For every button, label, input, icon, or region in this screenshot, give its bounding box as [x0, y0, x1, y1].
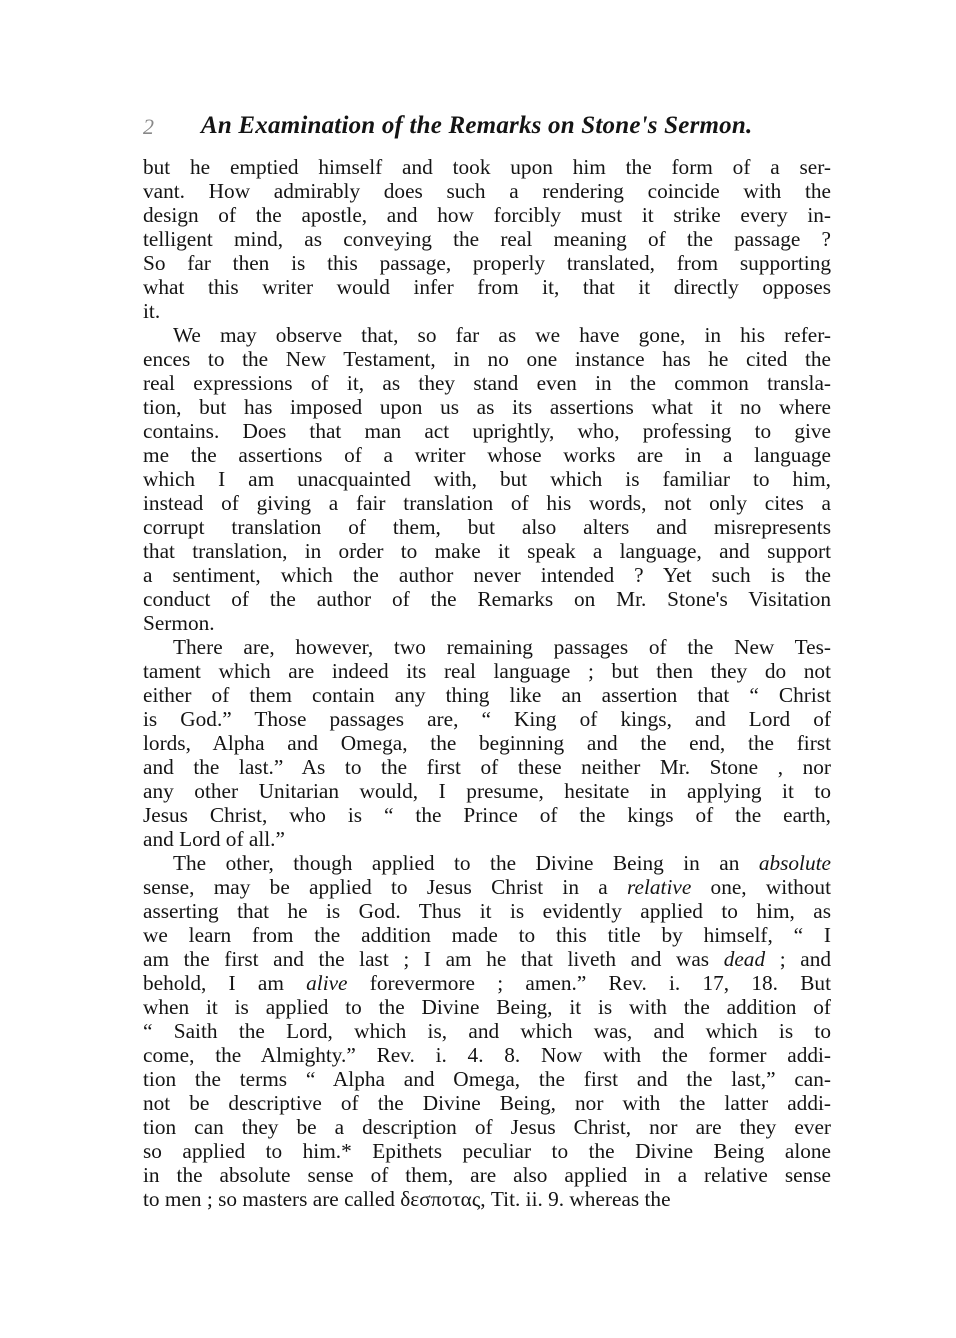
text-line: but he emptied himself and took upon him the form of a ser-: [143, 155, 831, 179]
text-line: any other Unitarian would, I presume, hesitate in applying it to: [143, 779, 831, 803]
text-line: is God.” Those passages are, “ King of kings, and Lord of: [143, 707, 831, 731]
italic-emphasis: alive: [306, 971, 348, 995]
paragraph: [143, 155, 831, 323]
text-line: and the last.” As to the first of these neither Mr. Stone , nor: [143, 755, 831, 779]
text-line: lords, Alpha and Omega, the beginning and the end, the first: [143, 731, 831, 755]
text-line: it.: [143, 299, 161, 323]
text-line: telligent mind, as conveying the real meaning of the passage ?: [143, 227, 831, 251]
text-line: vant. How admirably does such a rendering coincide with the: [143, 179, 831, 203]
italic-emphasis: dead: [723, 947, 766, 971]
text-line: to men ; so masters are called δεσποτας, Tit. ii. 9. whereas the: [143, 1187, 671, 1211]
paragraph: [143, 323, 831, 635]
text-line: in the absolute sense of them, are also applied in a relative sense: [143, 1163, 831, 1187]
text-line: The other, though applied to the Divine Being in an absolute: [173, 851, 831, 875]
text-line: Jesus Christ, who is “ the Prince of the kings of the earth,: [143, 803, 831, 827]
paragraph: [143, 851, 831, 1211]
text-line: me the assertions of a writer whose works are in a language: [143, 443, 831, 467]
running-title: An Examination of the Remarks on Stone's Sermon.: [201, 112, 753, 139]
text-line: come, the Almighty.” Rev. i. 4. 8. Now with the former addi-: [143, 1043, 831, 1067]
text-line: corrupt translation of them, but also alters and misrepresents: [143, 515, 831, 539]
text-line: that translation, in order to make it speak a language, and support: [143, 539, 831, 563]
text-line: contains. Does that man act uprightly, who, professing to give: [143, 419, 831, 443]
text-line: ences to the New Testament, in no one instance has he cited the: [143, 347, 831, 371]
page-number: 2: [143, 114, 154, 139]
text-line: Sermon.: [143, 611, 215, 635]
text-line: behold, I am alive forevermore ; amen.” Rev. i. 17, 18. But: [143, 971, 831, 995]
text-line: what this writer would infer from it, that it directly opposes: [143, 275, 831, 299]
text-line: tion, but has imposed upon us as its assertions what it no where: [143, 395, 831, 419]
text-line: tament which are indeed its real language ; but then they do not: [143, 659, 831, 683]
text-line: So far then is this passage, properly translated, from supporting: [143, 251, 831, 275]
text-line: We may observe that, so far as we have gone, in his refer-: [173, 323, 831, 347]
paragraph: [143, 635, 831, 851]
text-line: when it is applied to the Divine Being, it is with the addition of: [143, 995, 831, 1019]
text-line: we learn from the addition made to this title by himself, “ I: [143, 923, 831, 947]
text-line: sense, may be applied to Jesus Christ in a relative one, without: [143, 875, 831, 899]
text-line: not be descriptive of the Divine Being, nor with the latter addi-: [143, 1091, 831, 1115]
text-line: a sentiment, which the author never intended ? Yet such is the: [143, 563, 831, 587]
page-header: [143, 112, 843, 148]
text-line: “ Saith the Lord, which is, and which was, and which is to: [143, 1019, 831, 1043]
text-line: either of them contain any thing like an assertion that “ Christ: [143, 683, 831, 707]
text-line: tion the terms “ Alpha and Omega, the first and the last,” can-: [143, 1067, 831, 1091]
text-line: so applied to him.* Epithets peculiar to the Divine Being alone: [143, 1139, 831, 1163]
text-line: conduct of the author of the Remarks on Mr. Stone's Visitation: [143, 587, 831, 611]
text-line: instead of giving a fair translation of his words, not only cites a: [143, 491, 831, 515]
body-text: [143, 155, 831, 1211]
italic-emphasis: absolute: [758, 851, 831, 875]
italic-emphasis: relative: [627, 875, 692, 899]
text-line: design of the apostle, and how forcibly must it strike every in-: [143, 203, 831, 227]
text-line: which I am unacquainted with, but which is familiar to him,: [143, 467, 831, 491]
text-line: am the first and the last ; I am he that liveth and was dead ; and: [143, 947, 832, 971]
text-line: and Lord of all.”: [143, 827, 285, 851]
text-line: tion can they be a description of Jesus Christ, nor are they ever: [143, 1115, 831, 1139]
text-line: asserting that he is God. Thus it is evidently applied to him, as: [143, 899, 831, 923]
text-line: real expressions of it, as they stand even in the common transla-: [143, 371, 831, 395]
text-line: There are, however, two remaining passages of the New Tes-: [173, 635, 831, 659]
